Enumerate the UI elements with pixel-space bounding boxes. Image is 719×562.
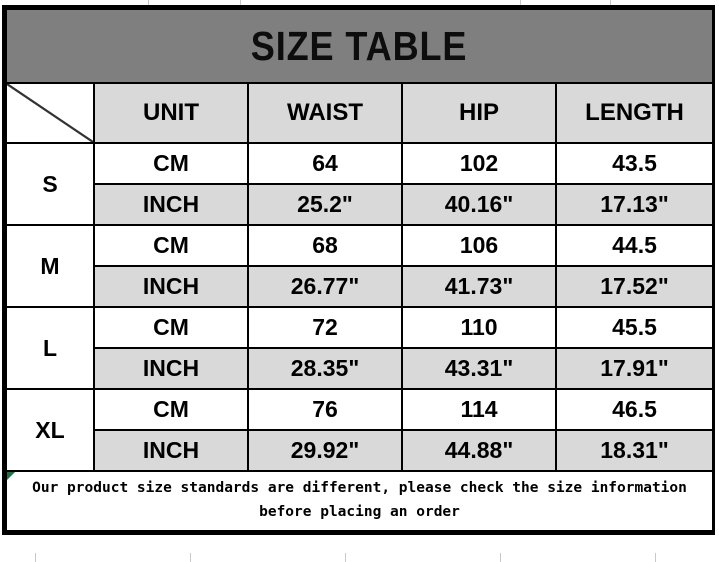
cell-xl-cm-length: 46.5 xyxy=(556,389,713,430)
gridline xyxy=(345,553,346,562)
table-row xyxy=(6,307,713,348)
gridline xyxy=(500,553,501,562)
table-row xyxy=(6,266,713,307)
gridline xyxy=(35,553,36,562)
note-line-2: before placing an order xyxy=(259,504,460,520)
cell-m-cm-length: 44.5 xyxy=(556,225,713,266)
cell-l-cm-length: 45.5 xyxy=(556,307,713,348)
size-table xyxy=(5,8,714,532)
cell-xl-inch-length: 18.31" xyxy=(556,430,713,471)
cell-m-cm-unit: CM xyxy=(94,225,248,266)
size-table-frame xyxy=(2,5,715,535)
size-label-s: S xyxy=(6,143,94,225)
size-label-l: L xyxy=(6,307,94,389)
diagonal-divider-icon xyxy=(7,84,93,142)
table-title-cell xyxy=(6,9,713,83)
column-header-hip: HIP xyxy=(402,83,556,143)
table-row xyxy=(6,348,713,389)
cell-l-inch-hip: 43.31" xyxy=(402,348,556,389)
cell-m-cm-waist: 68 xyxy=(248,225,402,266)
cell-xl-cm-waist: 76 xyxy=(248,389,402,430)
table-row xyxy=(6,225,713,266)
table-row xyxy=(6,389,713,430)
diagonal-header-cell xyxy=(6,83,94,143)
cell-m-inch-hip: 41.73" xyxy=(402,266,556,307)
cell-l-cm-waist: 72 xyxy=(248,307,402,348)
cell-m-inch-unit: INCH xyxy=(94,266,248,307)
cell-l-inch-unit: INCH xyxy=(94,348,248,389)
cell-xl-cm-hip: 114 xyxy=(402,389,556,430)
page-title: SIZE TABLE xyxy=(251,22,468,69)
size-label-xl: XL xyxy=(6,389,94,471)
table-row xyxy=(6,184,713,225)
column-header-unit: UNIT xyxy=(94,83,248,143)
column-header-length: LENGTH xyxy=(556,83,713,143)
cell-s-inch-length: 17.13" xyxy=(556,184,713,225)
cell-m-inch-waist: 26.77" xyxy=(248,266,402,307)
cell-xl-inch-unit: INCH xyxy=(94,430,248,471)
size-label-m: M xyxy=(6,225,94,307)
note-cell xyxy=(6,471,713,531)
gridline xyxy=(655,553,656,562)
cell-s-inch-hip: 40.16" xyxy=(402,184,556,225)
cell-s-cm-unit: CM xyxy=(94,143,248,184)
cell-s-cm-length: 43.5 xyxy=(556,143,713,184)
green-corner-flag-icon xyxy=(7,472,15,480)
cell-l-inch-waist: 28.35" xyxy=(248,348,402,389)
cell-s-inch-unit: INCH xyxy=(94,184,248,225)
cell-s-cm-waist: 64 xyxy=(248,143,402,184)
cell-xl-inch-waist: 29.92" xyxy=(248,430,402,471)
table-row xyxy=(6,430,713,471)
cell-s-inch-waist: 25.2" xyxy=(248,184,402,225)
table-row xyxy=(6,143,713,184)
cell-s-cm-hip: 102 xyxy=(402,143,556,184)
gridline xyxy=(190,553,191,562)
cell-l-inch-length: 17.91" xyxy=(556,348,713,389)
cell-l-cm-hip: 110 xyxy=(402,307,556,348)
cell-l-cm-unit: CM xyxy=(94,307,248,348)
note-line-1: Our product size standards are different, please check the size information xyxy=(32,480,687,497)
cell-m-inch-length: 17.52" xyxy=(556,266,713,307)
cell-xl-inch-hip: 44.88" xyxy=(402,430,556,471)
cell-xl-cm-unit: CM xyxy=(94,389,248,430)
cell-m-cm-hip: 106 xyxy=(402,225,556,266)
column-header-waist: WAIST xyxy=(248,83,402,143)
